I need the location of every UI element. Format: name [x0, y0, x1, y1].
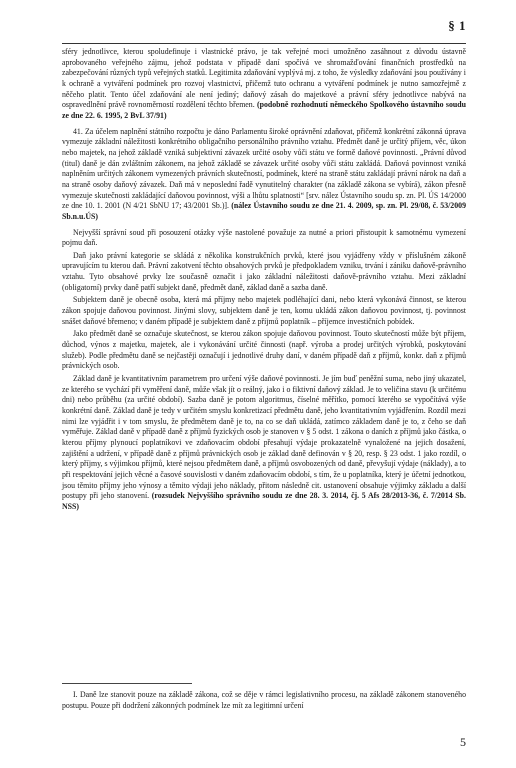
footnote-rule: [62, 683, 192, 684]
paragraph: Subjektem daně je obecně osoba, která má příjmy nebo majetek podléhající dani, nebo která vykonává činnost, se kterou zákon spojuje daňovou povinnost. Jinými slovy, subjektem daně je ten, komu ukládá zákon daňovou povinnost, tj. povinnost snášet daňové břemeno; v daném případě je subjektem daně z příjmů poplatník – příjemce investičních pobídek.: [62, 295, 466, 326]
section-heading: § 1: [448, 18, 466, 33]
paragraph: Nejvyšší správní soud při posouzení otázky výše nastolené považuje za nutné a priori přistoupit k samotnému vymezení pojmu daň.: [62, 227, 466, 248]
page-number: 5: [460, 735, 466, 749]
paragraph: sféry jednotlivce, kterou spoludefinuje i vlastnické právo, je tak veřejné moci umožněno zasáhnout z důvodu ústavně aprobovaného veřejného zájmu, jehož podstata v případě daní spočívá ve shromažďování finančních prostředků na zabezpečování různých typů veřejných statků. Legitimita zdaňování vyplývá mj. z toho, že výsledky zdaňování jsou používány i k ochraně a vytváření podmínek pro rozvoj vlastnictví, přičemž tuto ochranu a vytváření podmínek je nutno samozřejmě z něčeho platit. Tento účel zdaňování ale není jediný; daňový zásah do majetkové a právní sféry jednotlivce nabývá na ospravedlnění právě rovnoměrností rozdělení těchto břemen. (podobně rozhodnutí německého Spolkového ústavního soudu ze dne 22. 6. 1995, 2 BvL 37/91): [62, 47, 466, 120]
citation: (rozsudek Nejvyššího správního soudu ze dne 28. 3. 2014, čj. 5 Afs 28/2013-36, č. 7/2014 Sb. NSS): [62, 491, 466, 511]
paragraph: 41. Za účelem naplnění státního rozpočtu je dáno Parlamentu široké oprávnění zdaňovat, přičemž konkrétní zákonná úprava vymezuje základní náležitosti konkrétního obligačního personálního právního vztahu. Předmět daně je určitý příjem, věc, úkon nebo majetek, na jehož základě vzniká subjektivní závazek určité osoby vůči státu ve formě daňové povinnosti. „Právní důvod (titul) daně je dán zvláštním zákonem, na jehož základě se závazek určité osoby vůči státu zakládá. Daňová povinnost vzniká naplněním určitých zákonem vymezených právních skutečností, podmínek, které na straně státu zakládají právní nárok na daň a na straně osoby daňový závazek. Daň má v neposlední řadě vynutitelný charakter (na základě zákona se vybírá), zákon přesně vymezuje skutečnosti zakládající daňovou povinnost, výši a lhůtu splatnosti“ [srv. nález Ústavního soudu sp. zn. Pl. ÚS 14/2000 ze dne 10. 1. 2001 (N 4/21 SbNU 17; 43/2001 Sb.)]. (nález Ústavního soudu ze dne 21. 4. 2009, sp. zn. Pl. 29/08, č. 53/2009 Sb.n.u.ÚS): [62, 126, 466, 221]
body-text: [62, 47, 466, 515]
paragraph: Daň jako právní kategorie se skládá z několika konstrukčních prvků, které jsou vyjádřeny vždy v příslušném zákoně upravujícím tu kterou daň. Právní zakotvení těchto obsahových prvků je předpokladem vzniku, trvání i zániku daňově-právního vztahu. Tyto obsahové prvky lze současně označit i jako základní náležitosti daňově-právního vztahu. Mezi základní (obligatorní) prvky daně patří subjekt daně, předmět daně, základ daně a sazba daně.: [62, 250, 466, 292]
paragraph: Základ daně je kvantitativním parametrem pro určení výše daňové povinnosti. Je jím buď peněžní suma, nebo jiný ukazatel, ze kterého se vychází při vyměření daně, může však jít o reálný, jako i o fiktivní daňový základ. Je to veličina stavu (k určitému dni) nebo průběhu (za určité období). Sazba daně je potom algoritmus, číselné měřítko, pomocí kterého se vypočítává výše konkrétní daně. Základ daně je tedy v určitém smyslu konkretizací předmětu daně, jeho kvantitativním vyjádřením. Rozdíl mezi nimi lze vyjádřit i v tom smyslu, že předmětem daně je to, na co se daň ukládá, zatímco základem daně je to, z čeho se daň vyměřuje. Základ daně v případě daně z příjmů fyzických osob je stanoven v § 5 odst. 1 zákona o daních z příjmů jako částka, o kterou příjmy plynoucí poplatníkovi ve zdaňovacím období přesahují výdaje prokazatelně vynaložené na jejich dosažení, zajištění a udržení, v případě daně z příjmů právnických osob je základ daně definován v § 20, resp. § 23 odst. 1 jako rozdíl, o který příjmy, s výjimkou příjmů, které nejsou předmětem daně, a příjmů osvobozených od daně, převyšují výdaje (náklady), a to při respektování jejich věcné a časové souvislosti v daném zdaňovacím období, s tím, že u poplatníka, který je účetní jednotkou, jsou těmito příjmy jeho výnosy a těmito výdaji jeho náklady, přitom následně cit. ustanovení obsahuje výjimky základu a další postupy při jeho stanovení. (rozsudek Nejvyššího správního soudu ze dne 28. 3. 2014, čj. 5 Afs 28/2013-36, č. 7/2014 Sb. NSS): [62, 374, 466, 511]
citation: (nález Ústavního soudu ze dne 21. 4. 2009, sp. zn. Pl. 29/08, č. 53/2009 Sb.n.u.ÚS): [62, 201, 466, 221]
paragraph: Jako předmět daně se označuje skutečnost, se kterou zákon spojuje daňovou povinnost. Touto skutečností může být příjem, důchod, výnos z majetku, majetek, ale i vykonávání určité činnosti (např. výroba a prodej určitých výrobků, poskytování služeb). Podle předmětu daně se nejčastěji označují i jednotlivé druhy daní, v daném případě daň z příjmů, konkr. daň z příjmů právnických osob.: [62, 329, 466, 371]
citation: (podobně rozhodnutí německého Spolkového ústavního soudu ze dne 22. 6. 1995, 2 BvL 37/91): [62, 100, 466, 120]
footnote-text: I. Daně lze stanovit pouze na základě zákona, což se děje v rámci legislativního procesu, na základě zákonem stanoveného postupu. Pouze při dodržení zákonných podmínek lze mít za legitimní určení: [62, 690, 466, 710]
header-rule: [62, 43, 466, 44]
